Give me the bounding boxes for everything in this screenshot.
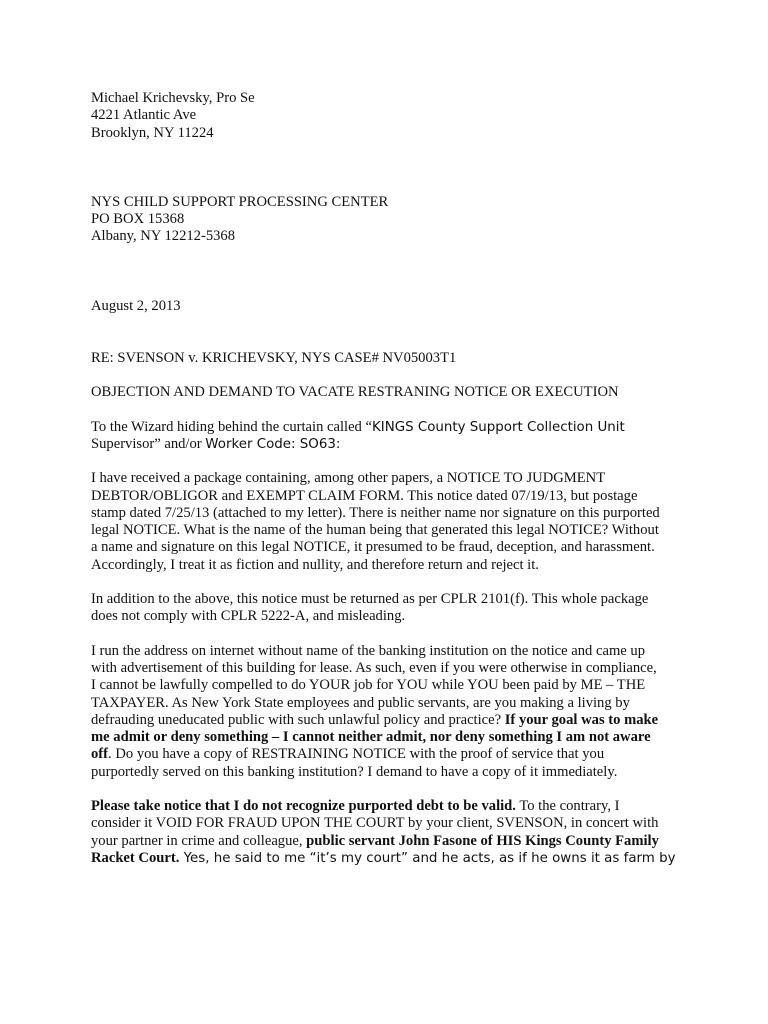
paragraph-4 bbox=[91, 798, 691, 867]
text-line: Accordingly, I treat it as fiction and nullity, and therefore return and reject it. bbox=[91, 556, 539, 573]
re-line: RE: SVENSON v. KRICHEVSKY, NYS CASE# NV05003T1 bbox=[91, 350, 457, 367]
salutation: To the Wizard hiding behind the curtain called “KINGS County Support Collection Unit Supervisor” and/or Worker Code: SO63: bbox=[91, 418, 625, 452]
text-line: DEBTOR/OBLIGOR and EXEMPT CLAIM FORM. This notice dated 07/19/13, but postage bbox=[91, 487, 638, 504]
sender-street: 4221 Atlantic Ave bbox=[91, 107, 197, 124]
bold-text: off bbox=[91, 746, 109, 763]
text-line: I cannot be lawfully compelled to do YOUR job for YOU while YOU been paid by ME – THE bbox=[91, 677, 646, 694]
text-line: In addition to the above, this notice must be returned as per CPLR 2101(f). This whole package bbox=[91, 591, 649, 608]
text-line: a name and signature on this legal NOTICE, it presumed to be fraud, deception, and harassment. bbox=[91, 539, 655, 556]
paragraph-1 bbox=[91, 470, 691, 574]
text-line: legal NOTICE. What is the name of the human being that generated this legal NOTICE? Without bbox=[91, 522, 659, 539]
text-line: TAXPAYER. As New York State employees and public servants, are you making a living by bbox=[91, 694, 630, 711]
text-line: Please take notice that I do not recognize purported debt to be valid. To the contrary, I bbox=[91, 798, 620, 815]
sender-city: Brooklyn, NY 11224 bbox=[91, 124, 214, 141]
recipient-address bbox=[91, 194, 691, 246]
text-line: purportedly served on this banking institution? I demand to have a copy of it immediately. bbox=[91, 763, 618, 780]
paragraph-2 bbox=[91, 591, 691, 626]
bold-text: Racket Court. bbox=[91, 849, 180, 866]
letter-body bbox=[91, 90, 691, 867]
recipient-name: NYS CHILD SUPPORT PROCESSING CENTER bbox=[91, 193, 389, 210]
subject-line: OBJECTION AND DEMAND TO VACATE RESTRANING NOTICE OR EXECUTION bbox=[91, 384, 619, 401]
paragraph-3 bbox=[91, 643, 691, 781]
text-line: defrauding uneducated public with such unlawful policy and practice? If your goal was to make bbox=[91, 711, 659, 728]
text-line: I have received a package containing, among other papers, a NOTICE TO JUDGMENT bbox=[91, 470, 606, 487]
bold-text: Please take notice that I do not recognize purported debt to be valid. bbox=[91, 798, 516, 815]
recipient-city: Albany, NY 12212-5368 bbox=[91, 228, 236, 245]
sender-address bbox=[91, 90, 691, 142]
letter-date: August 2, 2013 bbox=[91, 297, 181, 314]
bold-text: public servant John Fasone of HIS Kings County Family bbox=[306, 832, 659, 849]
sender-name: Michael Krichevsky, Pro Se bbox=[91, 90, 255, 106]
text-line: Racket Court. Yes, he said to me “it’s my court” and he acts, as if he owns it as farm by bbox=[91, 849, 676, 866]
text-line: your partner in crime and colleague, public servant John Fasone of HIS Kings County Family bbox=[91, 832, 659, 849]
bold-text: If your goal was to make bbox=[504, 711, 659, 728]
recipient-box: PO BOX 15368 bbox=[91, 211, 185, 228]
text-line: does not comply with CPLR 5222-A, and misleading. bbox=[91, 608, 406, 625]
text-line: off. Do you have a copy of RESTRAINING NOTICE with the proof of service that you bbox=[91, 746, 605, 763]
text-line: stamp dated 7/25/13 (attached to my letter). There is neither name nor signature on this purported bbox=[91, 504, 660, 521]
text-line: with advertisement of this building for lease. As such, even if you were otherwise in compliance, bbox=[91, 659, 657, 676]
bold-text: me admit or deny something – I cannot neither admit, nor deny something I am not aware bbox=[91, 729, 651, 746]
text-line bbox=[91, 729, 691, 746]
text-line: consider it VOID FOR FRAUD UPON THE COURT by your client, SVENSON, in concert with bbox=[91, 815, 659, 832]
text-line: I run the address on internet without name of the banking institution on the notice and came up bbox=[91, 642, 646, 659]
